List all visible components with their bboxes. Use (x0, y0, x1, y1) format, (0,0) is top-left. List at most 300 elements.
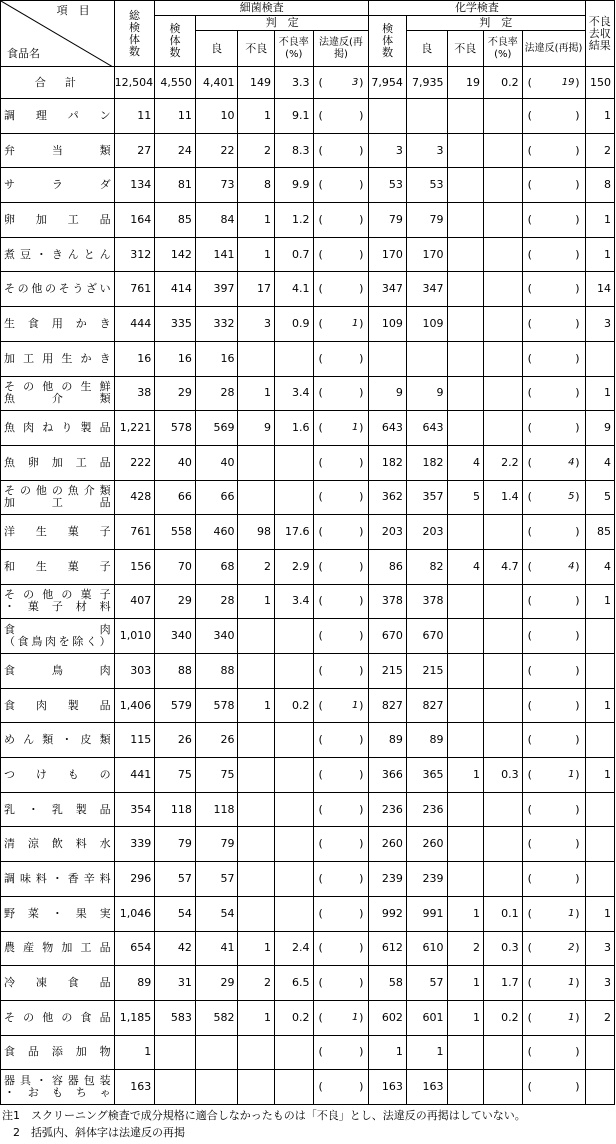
violation-cell: ( ) (522, 203, 585, 238)
value-cell: 1 (406, 1035, 447, 1070)
value-cell: 0.1 (484, 896, 523, 931)
value-cell: 347 (369, 272, 407, 307)
value-cell: 9 (406, 376, 447, 411)
value-cell (484, 307, 523, 342)
value-cell: 643 (406, 411, 447, 446)
value-cell: 88 (195, 654, 238, 689)
violation-cell: ( ) (313, 1070, 369, 1105)
table-row (1, 688, 615, 723)
value-cell: 85 (155, 203, 196, 238)
value-cell: 118 (195, 792, 238, 827)
value-cell: 4.7 (484, 549, 523, 584)
value-cell: 163 (406, 1070, 447, 1105)
table-row (1, 1035, 615, 1070)
value-cell: 79 (369, 203, 407, 238)
table-row (1, 480, 615, 515)
value-cell: 29 (155, 584, 196, 619)
value-cell (195, 1035, 238, 1070)
food-name-line1: 食肉 (4, 623, 111, 637)
value-cell: 0.3 (484, 758, 523, 793)
value-cell: 79 (155, 827, 196, 862)
value-cell (155, 1035, 196, 1070)
value-cell: 68 (195, 549, 238, 584)
violation-cell: ( ) (313, 237, 369, 272)
value-cell: 89 (114, 966, 155, 1001)
value-cell (484, 688, 523, 723)
food-name-cell: 和生菓子 (1, 549, 115, 584)
value-cell: 1 (585, 376, 614, 411)
value-cell (238, 723, 275, 758)
value-cell: 397 (195, 272, 238, 307)
value-cell: 1 (238, 203, 275, 238)
total-row (1, 67, 615, 99)
b-violation-header: 法違反(再掲) (313, 31, 369, 67)
total-violation-cell: ( 3 ) (313, 67, 369, 99)
table-row (1, 827, 615, 862)
value-cell: 1 (585, 584, 614, 619)
food-name-cell: 生食用かき (1, 307, 115, 342)
food-name-cell (1, 619, 115, 654)
value-cell (585, 723, 614, 758)
value-cell: 163 (369, 1070, 407, 1105)
violation-cell: ( ) (313, 619, 369, 654)
value-cell (484, 341, 523, 376)
value-cell (585, 654, 614, 689)
value-cell: 1.2 (274, 203, 313, 238)
value-cell: 582 (195, 1000, 238, 1035)
value-cell: 1 (238, 688, 275, 723)
table-row (1, 549, 615, 584)
value-cell: 54 (195, 896, 238, 931)
value-cell: 3 (585, 307, 614, 342)
violation-cell: ( ) (313, 133, 369, 168)
value-cell (447, 341, 484, 376)
value-cell (274, 1035, 313, 1070)
c-bad-header: 不良 (447, 31, 484, 67)
value-cell (447, 1035, 484, 1070)
violation-cell: ( ) (313, 1035, 369, 1070)
violation-cell: ( ) (522, 827, 585, 862)
table-body (1, 99, 615, 1105)
value-cell (274, 758, 313, 793)
value-cell: 441 (114, 758, 155, 793)
food-name-cell (1, 376, 115, 411)
value-cell (447, 237, 484, 272)
value-cell: 414 (155, 272, 196, 307)
total-cell: 0.2 (484, 67, 523, 99)
value-cell (484, 515, 523, 550)
value-cell: 1 (447, 758, 484, 793)
value-cell: 115 (114, 723, 155, 758)
value-cell (274, 445, 313, 480)
table-row (1, 619, 615, 654)
value-cell: 0.2 (274, 1000, 313, 1035)
value-cell: 66 (155, 480, 196, 515)
value-cell: 578 (195, 688, 238, 723)
value-cell: 1,046 (114, 896, 155, 931)
violation-cell: ( 4 ) (522, 445, 585, 480)
value-cell (484, 99, 523, 134)
value-cell: 1 (585, 688, 614, 723)
value-cell: 203 (406, 515, 447, 550)
violation-cell: ( 1 ) (313, 411, 369, 446)
value-cell: 558 (155, 515, 196, 550)
value-cell (238, 654, 275, 689)
value-cell: 1 (369, 1035, 407, 1070)
value-cell (585, 792, 614, 827)
total-violation-cell: ( 19 ) (522, 67, 585, 99)
value-cell: 8 (238, 168, 275, 203)
value-cell (484, 133, 523, 168)
value-cell: 1.4 (484, 480, 523, 515)
violation-cell: ( ) (313, 931, 369, 966)
value-cell: 16 (155, 341, 196, 376)
violation-cell: ( ) (522, 341, 585, 376)
value-cell (585, 1070, 614, 1105)
value-cell: 1.6 (274, 411, 313, 446)
value-cell: 1 (114, 1035, 155, 1070)
food-name-cell: 乳・乳製品 (1, 792, 115, 827)
value-cell: 57 (406, 966, 447, 1001)
table-row (1, 896, 615, 931)
value-cell: 142 (155, 237, 196, 272)
table-row (1, 133, 615, 168)
food-name-cell: 食鳥肉 (1, 654, 115, 689)
value-cell (484, 723, 523, 758)
violation-cell: ( ) (313, 99, 369, 134)
table-row (1, 966, 615, 1001)
value-cell: 460 (195, 515, 238, 550)
b-good-header: 良 (195, 31, 238, 67)
value-cell (238, 827, 275, 862)
value-cell: 182 (406, 445, 447, 480)
value-cell: 29 (155, 376, 196, 411)
value-cell: 66 (195, 480, 238, 515)
b-judgment-header: 判 定 (195, 16, 369, 31)
value-cell: 365 (406, 758, 447, 793)
value-cell: 428 (114, 480, 155, 515)
value-cell (447, 307, 484, 342)
value-cell: 31 (155, 966, 196, 1001)
food-name-line1: その他の菓子 (4, 588, 111, 602)
value-cell: 28 (195, 584, 238, 619)
value-cell: 1 (238, 931, 275, 966)
value-cell (447, 272, 484, 307)
violation-cell: ( ) (313, 203, 369, 238)
food-name-cell (1, 1070, 115, 1105)
value-cell (447, 1070, 484, 1105)
value-cell: 57 (155, 862, 196, 897)
food-name-line2: ・菓子材料 (4, 600, 111, 614)
value-cell: 11 (155, 99, 196, 134)
violation-cell: ( 1 ) (313, 1000, 369, 1035)
recall-header: 不良去収結果 (585, 1, 614, 67)
value-cell: 3 (406, 133, 447, 168)
violation-cell: ( 2 ) (522, 931, 585, 966)
food-name-cell: 食品添加物 (1, 1035, 115, 1070)
value-cell: 1,185 (114, 1000, 155, 1035)
value-cell: 444 (114, 307, 155, 342)
value-cell: 9 (369, 376, 407, 411)
value-cell (484, 1035, 523, 1070)
value-cell (195, 1070, 238, 1105)
b-bad-header: 不良 (238, 31, 275, 67)
value-cell: 10 (195, 99, 238, 134)
violation-cell: ( ) (522, 133, 585, 168)
violation-cell: ( ) (313, 445, 369, 480)
value-cell: 215 (369, 654, 407, 689)
food-name-cell: つけもの (1, 758, 115, 793)
value-cell: 24 (155, 133, 196, 168)
value-cell (274, 792, 313, 827)
value-cell (369, 99, 407, 134)
value-cell (447, 515, 484, 550)
value-cell (484, 203, 523, 238)
value-cell (238, 792, 275, 827)
violation-cell: ( ) (313, 723, 369, 758)
value-cell: 1 (238, 1000, 275, 1035)
table-row (1, 584, 615, 619)
violation-cell: ( ) (522, 723, 585, 758)
value-cell: 296 (114, 862, 155, 897)
total-cell: 7,954 (369, 67, 407, 99)
value-cell: 378 (369, 584, 407, 619)
value-cell: 601 (406, 1000, 447, 1035)
violation-cell: ( ) (522, 619, 585, 654)
bacteria-header: 細菌検査 (155, 1, 369, 16)
table-row (1, 1070, 615, 1105)
value-cell: 5 (447, 480, 484, 515)
table-row (1, 862, 615, 897)
value-cell (274, 1070, 313, 1105)
total-cell: 12,504 (114, 67, 155, 99)
value-cell: 40 (155, 445, 196, 480)
chemical-header: 化学検査 (369, 1, 585, 16)
food-name-cell: その他のそうざい (1, 272, 115, 307)
food-name-cell: 清涼飲料水 (1, 827, 115, 862)
violation-cell: ( 1 ) (522, 966, 585, 1001)
value-cell: 54 (155, 896, 196, 931)
value-cell: 1 (585, 758, 614, 793)
value-cell: 89 (406, 723, 447, 758)
value-cell: 3 (369, 133, 407, 168)
food-name-cell: 食肉製品 (1, 688, 115, 723)
value-cell: 1,010 (114, 619, 155, 654)
total-cell: 150 (585, 67, 614, 99)
value-cell: 164 (114, 203, 155, 238)
value-cell (585, 619, 614, 654)
value-cell: 579 (155, 688, 196, 723)
value-cell: 27 (114, 133, 155, 168)
value-cell: 0.9 (274, 307, 313, 342)
value-cell (484, 619, 523, 654)
value-cell: 0.2 (274, 688, 313, 723)
value-cell: 3 (585, 931, 614, 966)
food-name-line1: その他の魚介類 (4, 484, 111, 498)
table-row (1, 411, 615, 446)
value-cell (369, 341, 407, 376)
value-cell: 134 (114, 168, 155, 203)
food-name-cell: 魚卵加工品 (1, 445, 115, 480)
value-cell: 610 (406, 931, 447, 966)
value-cell: 170 (369, 237, 407, 272)
violation-cell: ( ) (313, 480, 369, 515)
value-cell (484, 376, 523, 411)
total-cell: 4,550 (155, 67, 196, 99)
value-cell: 340 (155, 619, 196, 654)
value-cell: 14 (585, 272, 614, 307)
violation-cell: ( ) (522, 584, 585, 619)
value-cell: 4 (447, 445, 484, 480)
value-cell: 4 (585, 445, 614, 480)
value-cell: 1 (585, 237, 614, 272)
violation-cell: ( 1 ) (313, 688, 369, 723)
value-cell (274, 654, 313, 689)
value-cell (447, 376, 484, 411)
value-cell: 26 (155, 723, 196, 758)
value-cell (238, 896, 275, 931)
value-cell (585, 1035, 614, 1070)
table-row (1, 99, 615, 134)
value-cell: 2.2 (484, 445, 523, 480)
violation-cell: ( ) (522, 272, 585, 307)
food-name-line1: 器具・容器包装 (4, 1074, 111, 1088)
value-cell: 203 (369, 515, 407, 550)
food-name-cell: 弁当類 (1, 133, 115, 168)
value-cell: 0.3 (484, 931, 523, 966)
table-row (1, 654, 615, 689)
value-cell: 347 (406, 272, 447, 307)
value-cell: 1 (238, 237, 275, 272)
value-cell: 16 (195, 341, 238, 376)
food-name-cell: サラダ (1, 168, 115, 203)
value-cell: 98 (238, 515, 275, 550)
value-cell: 4 (585, 549, 614, 584)
food-name-cell: 農産物加工品 (1, 931, 115, 966)
c-rate-header: 不良率(%) (484, 31, 523, 67)
value-cell (238, 480, 275, 515)
value-cell (484, 1070, 523, 1105)
value-cell: 42 (155, 931, 196, 966)
value-cell: 2 (238, 549, 275, 584)
value-cell: 643 (369, 411, 407, 446)
value-cell: 79 (406, 203, 447, 238)
food-name-line2: （食鳥肉を除く） (4, 635, 111, 649)
value-cell (484, 168, 523, 203)
value-cell: 3.4 (274, 376, 313, 411)
value-cell (484, 584, 523, 619)
food-label: 食品名 (7, 47, 40, 60)
value-cell: 1 (585, 896, 614, 931)
table-row (1, 1000, 615, 1035)
total-count-header: 総検体数 (114, 1, 155, 67)
violation-cell: ( 1 ) (522, 1000, 585, 1035)
value-cell: 1.7 (484, 966, 523, 1001)
total-label: 合 計 (1, 67, 115, 99)
food-name-cell: 魚肉ねり製品 (1, 411, 115, 446)
value-cell: 2 (585, 1000, 614, 1035)
violation-cell: ( ) (522, 688, 585, 723)
value-cell: 16 (114, 341, 155, 376)
violation-cell: ( ) (522, 168, 585, 203)
value-cell: 26 (195, 723, 238, 758)
value-cell: 602 (369, 1000, 407, 1035)
violation-cell: ( ) (522, 376, 585, 411)
value-cell: 75 (195, 758, 238, 793)
value-cell: 70 (155, 549, 196, 584)
value-cell: 215 (406, 654, 447, 689)
total-cell: 7,935 (406, 67, 447, 99)
value-cell: 578 (155, 411, 196, 446)
value-cell: 761 (114, 515, 155, 550)
violation-cell: ( ) (522, 411, 585, 446)
food-name-cell: 煮豆・きんとん (1, 237, 115, 272)
value-cell (274, 896, 313, 931)
value-cell: 22 (195, 133, 238, 168)
value-cell: 335 (155, 307, 196, 342)
value-cell (484, 827, 523, 862)
value-cell: 2 (238, 966, 275, 1001)
violation-cell: ( ) (522, 515, 585, 550)
food-name-cell: めん類・皮類 (1, 723, 115, 758)
total-cell: 19 (447, 67, 484, 99)
value-cell: 9.1 (274, 99, 313, 134)
value-cell: 17 (238, 272, 275, 307)
value-cell: 109 (369, 307, 407, 342)
food-name-line1: その他の生鮮 (4, 380, 111, 394)
value-cell: 2 (585, 133, 614, 168)
value-cell (274, 723, 313, 758)
value-cell: 407 (114, 584, 155, 619)
value-cell (274, 827, 313, 862)
violation-cell: ( ) (313, 966, 369, 1001)
value-cell: 5 (585, 480, 614, 515)
violation-cell: ( ) (313, 827, 369, 862)
value-cell: 81 (155, 168, 196, 203)
value-cell: 260 (369, 827, 407, 862)
value-cell: 9 (585, 411, 614, 446)
table-row (1, 341, 615, 376)
value-cell (406, 341, 447, 376)
value-cell: 75 (155, 758, 196, 793)
violation-cell: ( ) (313, 549, 369, 584)
value-cell: 992 (369, 896, 407, 931)
value-cell: 1,406 (114, 688, 155, 723)
value-cell (238, 1035, 275, 1070)
violation-cell: ( ) (522, 237, 585, 272)
violation-cell: ( ) (522, 792, 585, 827)
violation-cell: ( ) (313, 654, 369, 689)
value-cell: 1 (447, 1000, 484, 1035)
value-cell (274, 341, 313, 376)
value-cell: 612 (369, 931, 407, 966)
value-cell: 654 (114, 931, 155, 966)
value-cell: 827 (369, 688, 407, 723)
value-cell: 41 (195, 931, 238, 966)
c-judgment-header: 判 定 (406, 16, 585, 31)
value-cell: 4 (447, 549, 484, 584)
food-name-cell: その他の食品 (1, 1000, 115, 1035)
header-diagonal-cell (1, 1, 115, 67)
value-cell: 3 (585, 966, 614, 1001)
c-violation-header: 法違反(再掲) (522, 31, 585, 67)
value-cell (447, 688, 484, 723)
food-name-cell (1, 480, 115, 515)
value-cell: 8.3 (274, 133, 313, 168)
value-cell: 53 (369, 168, 407, 203)
food-name-line2: 魚介類 (4, 392, 111, 406)
violation-cell: ( ) (313, 792, 369, 827)
